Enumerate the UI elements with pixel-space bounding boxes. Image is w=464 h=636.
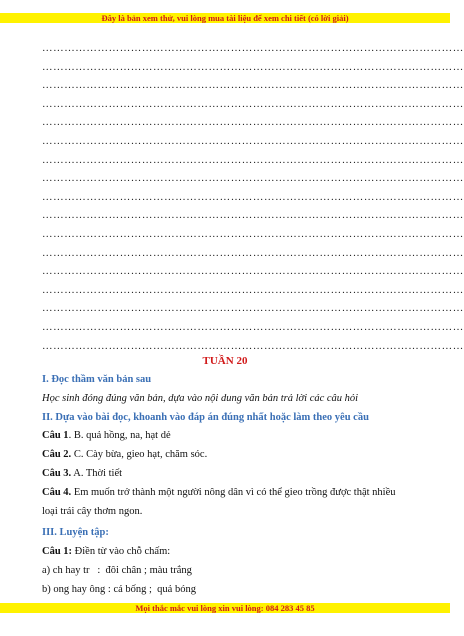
dotted-line: …………………………………………………………………………………………………… bbox=[42, 173, 464, 185]
dotted-line: …………………………………………………………………………………………………… bbox=[42, 98, 464, 110]
exercise-1-item-b: b) ong hay ông : cá bống ; quả bóng bbox=[42, 583, 196, 595]
dotted-line: …………………………………………………………………………………………………… bbox=[42, 135, 464, 147]
answer-3-label: Câu 3. bbox=[42, 467, 72, 479]
section1-instruction: Học sinh đóng đúng văn bản, dựa vào nội dung văn bản trả lời các câu hỏi bbox=[42, 392, 359, 404]
dotted-answer-lines bbox=[42, 40, 464, 356]
dotted-line: …………………………………………………………………………………………………… bbox=[42, 247, 464, 259]
answer-4-label: Câu 4. bbox=[42, 486, 72, 498]
dotted-line: …………………………………………………………………………………………………… bbox=[42, 340, 464, 352]
dotted-line: …………………………………………………………………………………………………… bbox=[42, 228, 464, 240]
dotted-line: …………………………………………………………………………………………………… bbox=[42, 266, 464, 278]
answer-2 bbox=[42, 446, 408, 465]
dotted-line: …………………………………………………………………………………………………… bbox=[42, 284, 464, 296]
section3-heading: III. Luyện tập: bbox=[42, 527, 109, 539]
dotted-line: …………………………………………………………………………………………………… bbox=[42, 80, 464, 92]
dotted-line: …………………………………………………………………………………………………… bbox=[42, 191, 464, 203]
exercise-1-label: Câu 1: bbox=[42, 546, 73, 558]
footer-banner-text: Mọi thắc mắc vui lòng xin vui lòng: 084 283 45 85 bbox=[135, 603, 315, 613]
dotted-line: …………………………………………………………………………………………………… bbox=[42, 117, 464, 129]
week-title: TUẦN 20 bbox=[202, 355, 248, 367]
dotted-line: …………………………………………………………………………………………………… bbox=[42, 154, 464, 166]
dotted-line: …………………………………………………………………………………………………… bbox=[42, 321, 464, 333]
dotted-line: …………………………………………………………………………………………………… bbox=[42, 303, 464, 315]
dotted-line: …………………………………………………………………………………………………… bbox=[42, 61, 464, 73]
answer-2-text: C. Cày bừa, gieo hạt, chăm sóc. bbox=[71, 449, 208, 461]
document-body bbox=[42, 351, 408, 600]
answer-1 bbox=[42, 427, 408, 446]
answer-2-label: Câu 2. bbox=[42, 449, 72, 461]
exercise-1-item-a: a) ch hay tr : đôi chân ; màu trắng bbox=[42, 564, 192, 576]
section2-heading: II. Dựa vào bài đọc, khoanh vào đáp án đúng nhất hoặc làm theo yêu cầu bbox=[42, 411, 369, 423]
answer-4 bbox=[42, 484, 408, 522]
header-banner bbox=[0, 13, 450, 23]
answer-4-text: Em muốn trở thành một người nông dân vì có thể gieo trồng được thật nhiều loại trái cây thơm ngon. bbox=[42, 486, 396, 517]
answer-3 bbox=[42, 465, 408, 484]
exercise-1 bbox=[42, 543, 408, 562]
answer-3-text: A. Thời tiết bbox=[71, 467, 123, 479]
footer-banner bbox=[0, 603, 450, 613]
dotted-line: …………………………………………………………………………………………………… bbox=[42, 43, 464, 54]
exercise-1-text: Điền từ vào chỗ chấm: bbox=[72, 546, 171, 558]
answer-1-label: Câu 1 bbox=[42, 430, 69, 442]
section1-heading: I. Đọc thầm văn bản sau bbox=[42, 374, 152, 385]
dotted-line: …………………………………………………………………………………………………… bbox=[42, 210, 464, 222]
answer-1-text: . B. quả hồng, na, hạt dẻ bbox=[68, 430, 171, 442]
header-banner-text: Đây là bản xem thử, vui lòng mua tài liệu để xem chi tiết (có lời giải) bbox=[101, 13, 349, 23]
